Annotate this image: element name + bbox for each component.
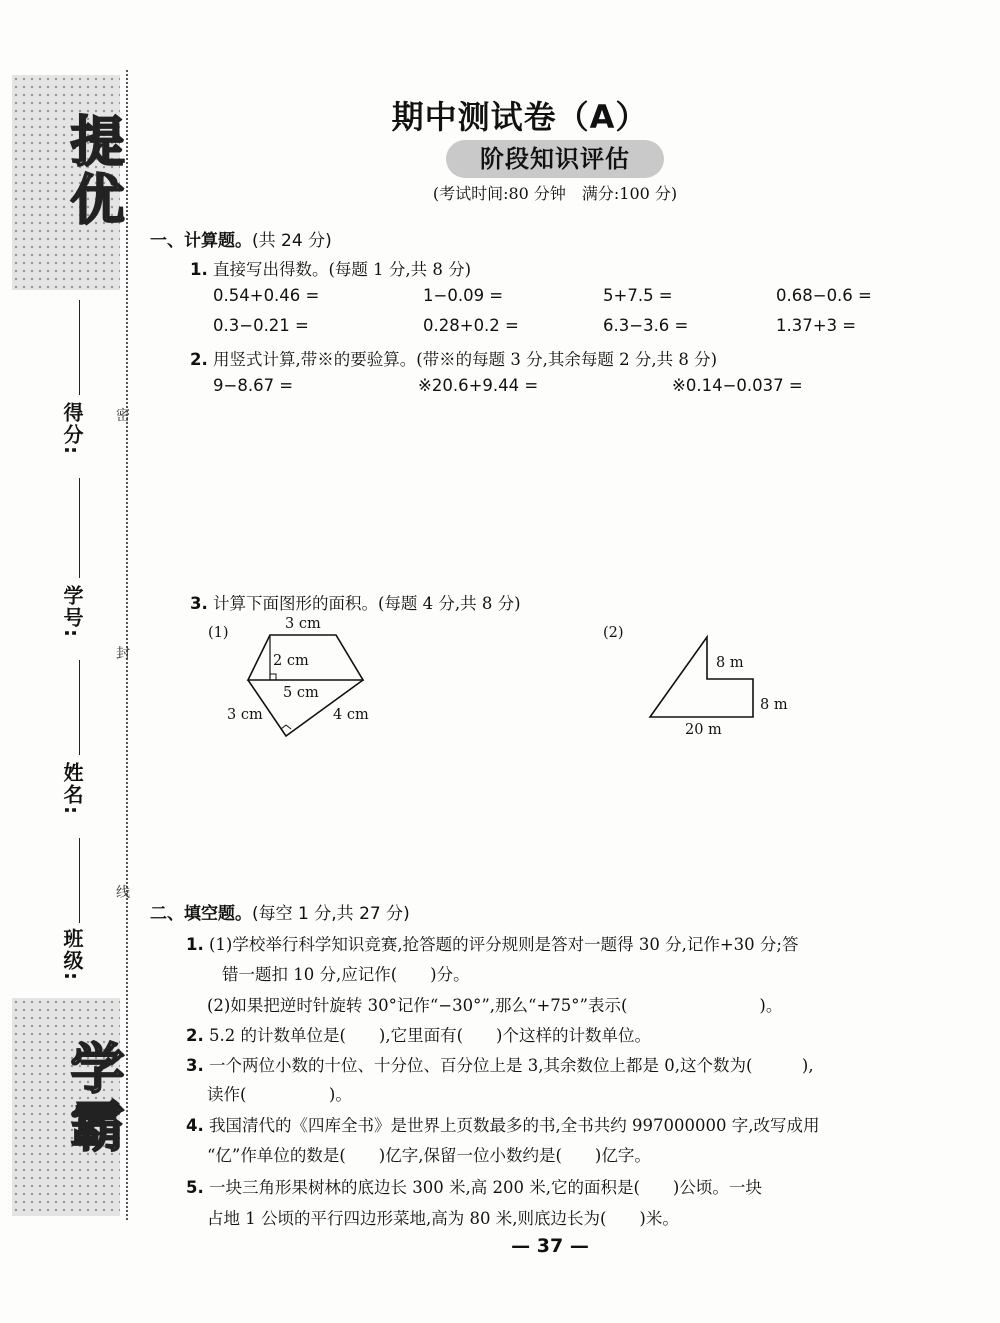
s2-q1b: (2)如果把逆时针旋转 30°记作“−30°”,那么“+75°”表示( )。 [207,996,783,1015]
fig2-bottom-label: 20 m [685,722,722,738]
s1-q2-item1: 9−8.67 = [213,376,294,395]
s2-q2 [186,1022,651,1046]
s1-q1-r1-c4: 0.68−0.6 = [776,286,872,305]
s1-q1-r1-c1: 0.54+0.46 = [213,286,320,305]
s1-q1-r1-c3: 5+7.5 = [603,286,673,305]
seal-char-xian: 线 [116,885,130,901]
s2-q3-num: 3. [186,1056,204,1075]
fig1-left-label: 3 cm [227,707,263,723]
band-top-text: 提优 [62,113,125,229]
s2-q4-cont: “亿”作单位的数是( )亿字,保留一位小数约是( )亿字。 [207,1146,651,1165]
score-field-line[interactable] [79,300,80,395]
s2-q3-cont: 读作( )。 [207,1085,352,1104]
s2-q1a [186,931,798,955]
class-field-label: 班级: [60,928,84,982]
name-field-line[interactable] [79,660,80,755]
s2-q2-num: 2. [186,1026,204,1045]
student-id-field-label: 学号: [60,585,84,639]
s1-q1-r2-c4: 1.37+3 = [776,316,857,335]
s2-q1a-text: (1)学校举行科学知识竞赛,抢答题的评分规则是答对一题得 30 分,记作+30 分;答 [209,935,799,954]
s2-q3-text: 一个两位小数的十位、十分位、百分位上是 3,其余数位上都是 0,这个数为( ), [209,1056,814,1075]
s1-q1-text: 直接写出得数。(每题 1 分,共 8 分) [213,260,472,279]
fig2-right-label: 8 m [760,697,788,713]
fig2-shape [645,632,760,722]
fig1-label: (1) [208,625,229,641]
s2-q5-num: 5. [186,1178,204,1197]
page-title: 期中测试卷（A） [391,98,649,136]
s1-q3-text: 计算下面图形的面积。(每题 4 分,共 8 分) [213,594,521,613]
page-number: — 37 — [511,1235,589,1257]
s1-q2-num: 2. [190,350,208,369]
s2-q4-num: 4. [186,1116,204,1135]
student-id-field-line[interactable] [79,478,80,578]
fig1-right-label: 4 cm [333,707,369,723]
band-bottom-text: 学霸 [62,1040,125,1156]
s1-q1-r2-c1: 0.3−0.21 = [213,316,309,335]
section2-heading [150,899,410,924]
s1-q3-num: 3. [190,594,208,613]
s1-q1-r1-c2: 1−0.09 = [423,286,504,305]
section1-heading [150,226,332,251]
s1-q3 [190,590,521,614]
score-field-label: 得分: [60,402,84,456]
s1-q1 [190,256,471,280]
s2-q2-text: 5.2 的计数单位是( ),它里面有( )个这样的计数单位。 [209,1026,651,1045]
seal-char-feng: 封 [116,646,130,662]
s2-q5 [186,1174,762,1198]
subtitle-badge: 阶段知识评估 [446,140,664,178]
s1-q1-r2-c3: 6.3−3.6 = [603,316,689,335]
s2-q5-text: 一块三角形果树林的底边长 300 米,高 200 米,它的面积是( )公顷。一块 [209,1178,762,1197]
s1-q1-num: 1. [190,260,208,279]
s1-q2 [190,346,717,370]
name-field-label: 姓名: [60,762,84,816]
s2-q3 [186,1052,814,1076]
fig2-top-right-label: 8 m [716,655,744,671]
exam-info: (考试时间:80 分钟 满分:100 分) [432,184,678,203]
fig1-mid-label: 5 cm [283,685,319,701]
fig2-label: (2) [603,625,624,641]
s1-q2-item2: ※20.6+9.44 = [418,376,539,395]
seal-char-mi: 密 [116,408,130,424]
section1-points: (共 24 分) [252,231,332,251]
s1-q1-r2-c2: 0.28+0.2 = [423,316,519,335]
section2-points: (每空 1 分,共 27 分) [252,904,410,924]
section2-title: 二、填空题。 [150,904,252,924]
section1-title: 一、计算题。 [150,231,252,251]
class-field-line[interactable] [79,838,80,923]
s2-q5-cont: 占地 1 公顷的平行四边形菜地,高为 80 米,则底边长为( )米。 [207,1209,679,1228]
s2-q4-text: 我国清代的《四库全书》是世界上页数最多的书,全书共约 997000000 字,改写成用 [209,1116,820,1135]
fig1-top-label: 3 cm [285,616,321,632]
fig1-height-label: 2 cm [273,653,309,669]
binding-band-bottom [12,998,125,1216]
s1-q2-item3: ※0.14−0.037 = [672,376,803,395]
s2-q1-num: 1. [186,935,204,954]
s2-q4 [186,1112,819,1136]
s2-q1a-cont: 错一题扣 10 分,应记作( )分。 [222,965,470,984]
s1-q2-text: 用竖式计算,带※的要验算。(带※的每题 3 分,其余每题 2 分,共 8 分) [213,350,718,369]
